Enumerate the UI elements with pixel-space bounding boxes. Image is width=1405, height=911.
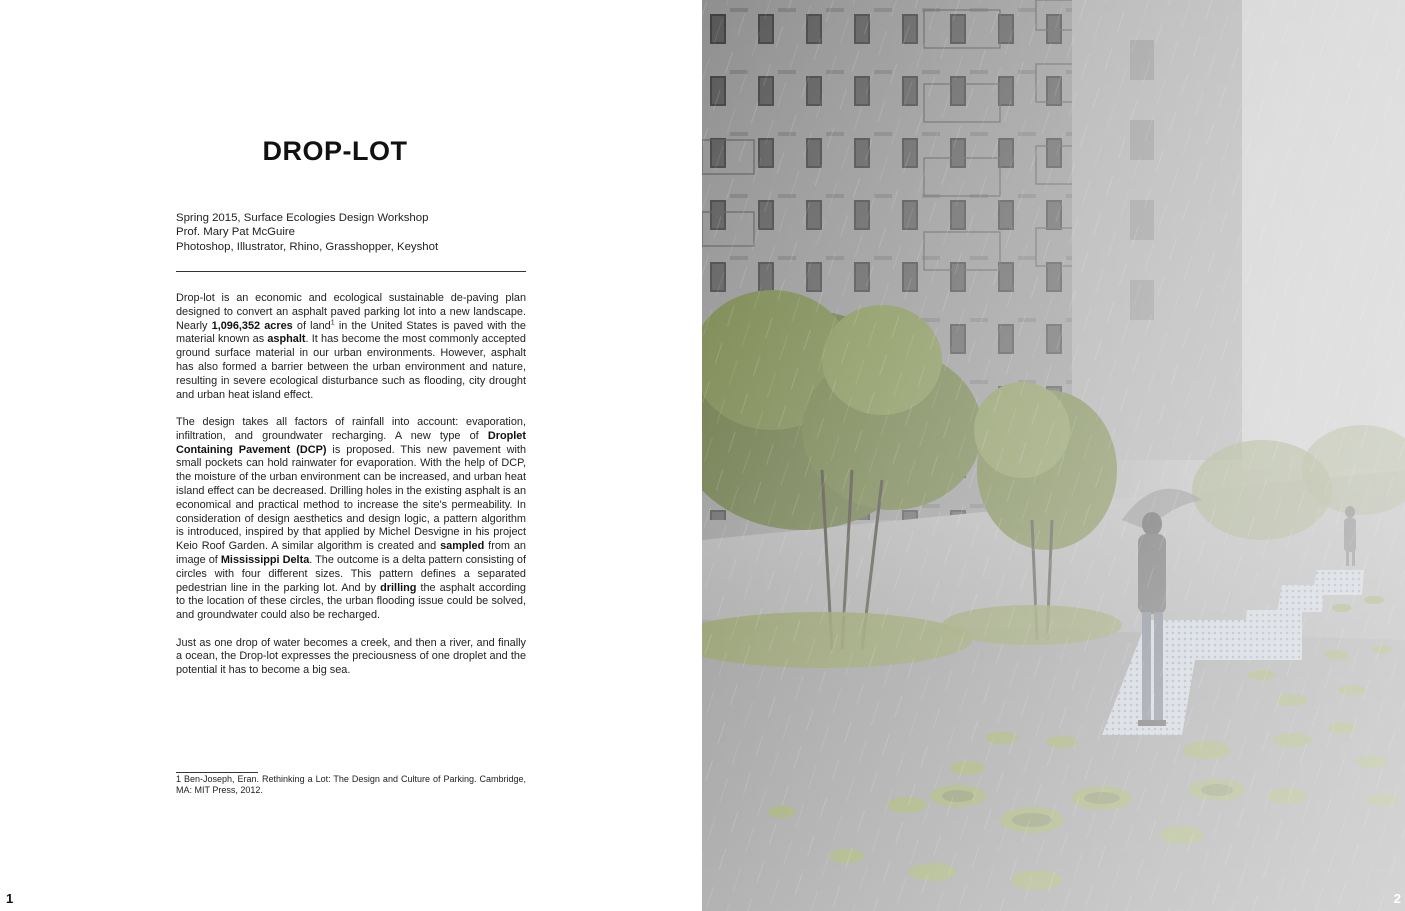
meta-software: Photoshop, Illustrator, Rhino, Grasshopper, Keyshot bbox=[176, 240, 439, 253]
page-number-right: 2 bbox=[1393, 891, 1401, 906]
bold-term: asphalt bbox=[267, 333, 306, 346]
footnote: 1 Ben-Joseph, Eran. Rethinking a Lot: The Design and Culture of Parking. Cambridge, MA: MIT Press, 2012. bbox=[176, 774, 526, 795]
meta-course: Spring 2015, Surface Ecologies Design Workshop bbox=[176, 212, 429, 224]
paragraph-intro bbox=[176, 292, 526, 402]
text-run: The design takes all factors of rainfall into account: evaporation, infiltration, and groundwater recharging. A new type of bbox=[176, 415, 526, 442]
paragraph-closing bbox=[176, 637, 526, 678]
bold-term: sampled bbox=[440, 540, 485, 553]
text-run: . The outcome is a delta pattern consisting of circles with four different sizes. This pattern defines a separated pedestrian line in the parking lot. And by bbox=[176, 553, 527, 594]
bold-term: Mississippi Delta bbox=[220, 553, 310, 566]
page-number-left: 1 bbox=[6, 891, 14, 906]
left-page bbox=[0, 0, 702, 911]
text-run: Just as one drop of water becomes a creek, and then a river, and finally a ocean, the Drop-lot expresses the preciousness of one droplet and the potential it has to become a big sea. bbox=[176, 636, 526, 677]
bold-term: 1,096,352 acres bbox=[211, 319, 293, 332]
text-run: of land bbox=[292, 319, 331, 332]
section-divider bbox=[176, 271, 526, 272]
text-run: in the United States is paved with the material known as bbox=[176, 319, 526, 346]
text-run: the asphalt according to the location of these circles, the urban flooding issue could be solved, and groundwater could also be recharged. bbox=[176, 581, 526, 622]
meta-professor: Prof. Mary Pat McGuire bbox=[176, 226, 295, 239]
rainy-parking-lot-illustration bbox=[702, 0, 1405, 911]
paragraph-design bbox=[176, 416, 526, 623]
bold-term: drilling bbox=[380, 581, 417, 594]
project-meta bbox=[176, 211, 526, 254]
footnote-divider bbox=[176, 772, 258, 773]
page-title: DROP-LOT bbox=[262, 136, 408, 166]
text-run: from an image of bbox=[176, 540, 526, 566]
text-run: Drop-lot is an economic and ecological sustainable de-paving plan designed to convert an asphalt paved parking lot into a new landscape. Nearly bbox=[176, 292, 526, 332]
body-text bbox=[176, 292, 526, 692]
text-run: is proposed. This new pavement with small pockets can hold rainwater for evaporation. With the help of DCP, the moisture of the urban environment can be increased, and urban heat island effect can be decreased. Drilling holes in the existing asphalt is an economical and practical method to increase the site's permeability. In consideration of design aesthetics and design logic, a pattern algorithm is introduced, inspired by that applied by Michel Desvigne in his project Keio Roof Garden. A similar algorithm is created and bbox=[176, 443, 526, 553]
rendering-image bbox=[702, 0, 1405, 911]
text-run: . It has become the most commonly accepted ground surface material in our urban environments. However, asphalt has also formed a barrier between the urban environment and nature, resulting in severe ecological disturbance such as flooding, city drought and urban heat island effect. bbox=[176, 333, 526, 401]
footnote-ref: 1 bbox=[330, 318, 335, 326]
bold-term: Droplet Containing Pavement (DCP) bbox=[176, 429, 526, 456]
